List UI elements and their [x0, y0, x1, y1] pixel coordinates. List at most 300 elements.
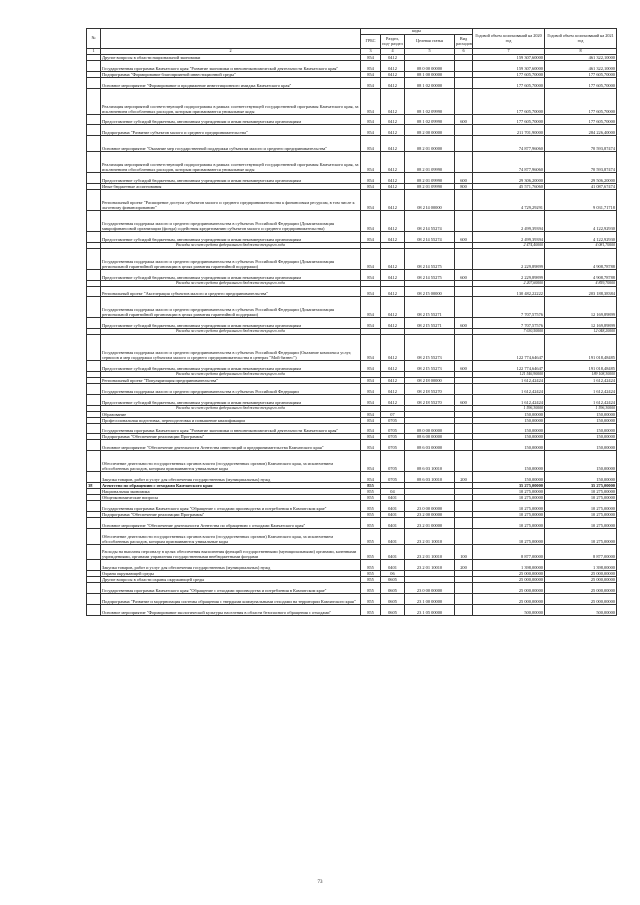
target-article-code: 08 2 I8 00000 — [405, 378, 455, 384]
expense-type-code: 100 — [455, 544, 473, 560]
table-row — [87, 544, 617, 560]
sum-2021: 177 605,70000 — [545, 77, 617, 88]
row-number — [87, 136, 101, 152]
sum-2020: 4 729,29291 — [473, 189, 545, 210]
sum-2020: 2 229,89899 — [473, 269, 545, 280]
expense-name: Государственная поддержка малого и среднего предпринимательства в субъектах Российской Федерации (Оказание комплекса услуг, сервисов и мер поддержки субъектам малого и среднего предпринимательства в центрах "Мой бизнес") — [101, 335, 361, 361]
sum-2021: 10 275,00000 — [545, 517, 617, 528]
header-index: 4 — [381, 49, 405, 55]
grbs-code: 854 — [361, 210, 381, 231]
sum-2021: 10 275,00000 — [545, 501, 617, 512]
target-article-code: 08 1 02 09990 — [405, 114, 455, 125]
grbs-code: 854 — [361, 286, 381, 297]
sum-2021: 25 000,00000 — [545, 594, 617, 605]
target-article-code: 23 1 05 00000 — [405, 604, 455, 615]
sum-2020: 150,00000 — [473, 451, 545, 472]
target-article-code: 08 6 03 10010 — [405, 472, 455, 483]
razdel-code: 0412 — [381, 183, 405, 189]
razdel-code: 0605 — [381, 604, 405, 615]
sum-2021: 4 122,92930 — [545, 231, 617, 242]
sum-2021: 284 226,40000 — [545, 125, 617, 136]
header-sum-2020: Годовой объем ассигнований на 2020 год — [473, 29, 545, 49]
expense-name: Другие вопросы в области охраны окружающей среды — [101, 577, 361, 583]
table-row — [87, 286, 617, 297]
target-article-code: 08 1 00 00000 — [405, 71, 455, 77]
expense-name: Профессиональная подготовка, переподготовка и повышение квалификации — [101, 417, 361, 423]
header-index: 8 — [545, 49, 617, 55]
expense-name: Подпрограмма "Развитие и модернизация системы обращения с твердыми коммунальными отходами на территории Камчатского края" — [101, 594, 361, 605]
expense-name: Подпрограмма "Обеспечение реализации Программы" — [101, 434, 361, 440]
row-number — [87, 88, 101, 114]
expense-name: Предоставление субсидий бюджетным, автономным учреждениям и иным некоммерческим организациям — [101, 269, 361, 280]
razdel-code: 0412 — [381, 297, 405, 318]
target-article-code: 23 1 00 00000 — [405, 594, 455, 605]
row-number — [87, 384, 101, 395]
razdel-code: 0412 — [381, 88, 405, 114]
row-number — [87, 269, 101, 280]
razdel-code: 0401 — [381, 544, 405, 560]
row-number — [87, 231, 101, 242]
target-article-code: 08 6 03 10010 — [405, 451, 455, 472]
sum-2021: 150,00000 — [545, 440, 617, 451]
sum-2020: 74 877,96060 — [473, 152, 545, 173]
table-header — [87, 29, 617, 55]
razdel-code: 0412 — [381, 61, 405, 72]
sum-2020: 7 630,50000 — [473, 329, 545, 335]
sum-2020: 10 275,00000 — [473, 501, 545, 512]
sum-2021: 8 877,00000 — [545, 544, 617, 560]
razdel-code: 0705 — [381, 423, 405, 434]
grbs-code: 854 — [361, 335, 381, 361]
table-row — [87, 248, 617, 269]
sum-2021: 150,00000 — [545, 434, 617, 440]
sum-2020: 150,00000 — [473, 434, 545, 440]
expense-type-code — [455, 335, 473, 361]
expense-name: Государственная программа Камчатского края "Обращение с отходами производства и потребления в Камчатском крае" — [101, 501, 361, 512]
target-article-code: 23 2 01 10010 — [405, 560, 455, 571]
expense-name: Предоставление субсидий бюджетным, автономным учреждениям и иным некоммерческим организациям — [101, 114, 361, 125]
budget-table — [86, 28, 617, 616]
sum-2020: 150,00000 — [473, 411, 545, 417]
sum-2020: 10 275,00000 — [473, 511, 545, 517]
table-row — [87, 114, 617, 125]
razdel-code: 0401 — [381, 495, 405, 501]
razdel-code: 0412 — [381, 231, 405, 242]
grbs-code: 855 — [361, 501, 381, 512]
expense-name: Расходы за счет средств федерального бюджета текущего года — [101, 405, 361, 411]
expense-name: Агентство по обращению с отходами Камчатского края — [101, 483, 361, 489]
expense-type-code — [455, 423, 473, 434]
target-article-code: 23 0 00 00000 — [405, 501, 455, 512]
sum-2020: 2 229,89899 — [473, 248, 545, 269]
table-row — [87, 210, 617, 231]
row-number — [87, 451, 101, 472]
expense-name: Основное мероприятие "Оказание мер государственной поддержки субъектам малого и среднего предпринимательства" — [101, 136, 361, 152]
sum-2020: 74 877,96060 — [473, 136, 545, 152]
header-index: 3 — [361, 49, 381, 55]
target-article-code: 08 1 02 00000 — [405, 77, 455, 88]
sum-2021: 10 275,00000 — [545, 495, 617, 501]
sum-2021: 70 593,87474 — [545, 136, 617, 152]
table-row — [87, 501, 617, 512]
expense-name: Региональный проект "Акселерация субъектов малого и среднего предпринимательства" — [101, 286, 361, 297]
expense-name: Региональный проект "Популяризация предпринимательства" — [101, 378, 361, 384]
sum-2020: 1 398,00000 — [473, 560, 545, 571]
grbs-code: 854 — [361, 231, 381, 242]
table-row — [87, 231, 617, 242]
razdel-code: 0412 — [381, 335, 405, 361]
expense-name: Государственная программа Камчатского края "Развитие экономики и внешнеэкономической деятельности Камчатского края" — [101, 61, 361, 72]
grbs-code: 854 — [361, 417, 381, 423]
sum-2021: 4 908,78788 — [545, 248, 617, 269]
razdel-code: 0705 — [381, 434, 405, 440]
razdel-code: 0412 — [381, 210, 405, 231]
row-number — [87, 152, 101, 173]
expense-type-code — [455, 136, 473, 152]
expense-name: Основное мероприятие "Обеспечение деятельности Агентства инвестиций и предпринимательства Камчатского края" — [101, 440, 361, 451]
header-expense-type: Вид расходов — [455, 35, 473, 49]
row-number — [87, 61, 101, 72]
table-row — [87, 451, 617, 472]
sum-2020: 25 000,00000 — [473, 571, 545, 577]
grbs-code: 855 — [361, 544, 381, 560]
razdel-code: 0412 — [381, 269, 405, 280]
expense-name: Расходы за счет средств федерального бюджета текущего года — [101, 242, 361, 248]
expense-type-code — [455, 189, 473, 210]
expense-type-code: 600 — [455, 173, 473, 184]
row-number — [87, 173, 101, 184]
sum-2020: 2 207,60000 — [473, 280, 545, 286]
sum-2021: 4 122,92930 — [545, 210, 617, 231]
grbs-code: 854 — [361, 136, 381, 152]
expense-name: Предоставление субсидий бюджетным, автономным учреждениям и иным некоммерческим организациям — [101, 394, 361, 405]
grbs-code: 855 — [361, 560, 381, 571]
sum-2020: 500,00000 — [473, 604, 545, 615]
sum-2021: 10 275,00000 — [545, 511, 617, 517]
sum-2021: 4 081,70000 — [545, 242, 617, 248]
table-row — [87, 88, 617, 114]
razdel-code: 0412 — [381, 71, 405, 77]
sum-2021: 12 169,89899 — [545, 318, 617, 329]
row-number — [87, 423, 101, 434]
table-row — [87, 269, 617, 280]
sum-2021: 150,00000 — [545, 411, 617, 417]
sum-2021: 191 018,48485 — [545, 361, 617, 372]
expense-name: Расходы за счет средств федерального бюджета текущего года — [101, 372, 361, 378]
target-article-code: 08 2 I4 55274 — [405, 231, 455, 242]
expense-name: Предоставление субсидий бюджетным, автономным учреждениям и иным некоммерческим организациям — [101, 361, 361, 372]
razdel-code: 0412 — [381, 125, 405, 136]
sum-2021: 25 000,00000 — [545, 577, 617, 583]
target-article-code: 08 2 I4 55275 — [405, 248, 455, 269]
sum-2021: 150,00000 — [545, 472, 617, 483]
row-number — [87, 77, 101, 88]
razdel-code: 0412 — [381, 136, 405, 152]
sum-2021: 25 000,00000 — [545, 571, 617, 577]
row-number — [87, 248, 101, 269]
expense-name: Реализация мероприятий соответствующей подпрограммы в рамках соответствующей государственной программы Камчатского края, за исключением обособленных расходов, которым присваиваются уникальные коды — [101, 152, 361, 173]
row-number — [87, 544, 101, 560]
row-number — [87, 286, 101, 297]
grbs-code: 854 — [361, 77, 381, 88]
grbs-code: 854 — [361, 88, 381, 114]
sum-2020: 150,00000 — [473, 472, 545, 483]
table-row — [87, 560, 617, 571]
grbs-code: 854 — [361, 152, 381, 173]
sum-2020: 211 701,90000 — [473, 125, 545, 136]
expense-name: Основное мероприятие "Обеспечение деятельности Агентства по обращению с отходами Камчатского края" — [101, 517, 361, 528]
razdel-code: 0605 — [381, 583, 405, 594]
table-row — [87, 189, 617, 210]
sum-2021: 150,00000 — [545, 451, 617, 472]
target-article-code: 08 2 01 09990 — [405, 173, 455, 184]
expense-type-code — [455, 528, 473, 544]
expense-name: Обеспечение деятельности государственных органов власти (государственных органов) Камчатского края, за исключением обособленных расходов, которым присваиваются уникальные коды — [101, 528, 361, 544]
expense-name: Государственная поддержка малого и среднего предпринимательства в субъектах Российской Федерации (Докапитализация региональной гарантийной организации в целях развития гарантийной поддержки) — [101, 248, 361, 269]
sum-2021: 12 048,20000 — [545, 329, 617, 335]
target-article-code: 08 0 00 00000 — [405, 423, 455, 434]
expense-name: Государственная поддержка малого и среднего предпринимательства в субъектах Российской Федерации (Докапитализация региональной гарантийной организации в целях развития гарантийной поддержки) — [101, 297, 361, 318]
expense-name: Общеэкономические вопросы — [101, 495, 361, 501]
expense-name: Государственная программа Камчатского края "Развитие экономики и внешнеэкономической деятельности Камчатского края" — [101, 423, 361, 434]
row-number — [87, 560, 101, 571]
header-codes-group: коды — [361, 29, 473, 35]
row-number — [87, 125, 101, 136]
sum-2020: 150,00000 — [473, 417, 545, 423]
target-article-code: 08 2 01 09990 — [405, 183, 455, 189]
razdel-code: 0412 — [381, 248, 405, 269]
razdel-code: 0401 — [381, 517, 405, 528]
sum-2021: 1 612,42424 — [545, 378, 617, 384]
grbs-code: 854 — [361, 114, 381, 125]
grbs-code: 855 — [361, 604, 381, 615]
page-number: 73 — [317, 880, 323, 885]
expense-name: Региональный проект "Расширение доступа субъектов малого и среднего предпринимательства к финансовым ресурсам, в том числе к льготному финансированию" — [101, 189, 361, 210]
sum-2021: 9 031,71718 — [545, 189, 617, 210]
expense-name: Подпрограмма "Обеспечение реализации Программы" — [101, 511, 361, 517]
target-article-code: 08 2 I8 55270 — [405, 394, 455, 405]
grbs-code: 855 — [361, 528, 381, 544]
row-number — [87, 189, 101, 210]
expense-name: Расходы на выплаты персоналу в целях обеспечения выполнения функций государственными (муниципальными) органами, казенными учреждениями, органами управления государственными внебюджетными фондами — [101, 544, 361, 560]
sum-2020: 35 275,00000 — [473, 483, 545, 489]
row-number — [87, 297, 101, 318]
expense-type-code — [455, 286, 473, 297]
document-page — [86, 28, 616, 616]
expense-name: Закупка товаров, работ и услуг для обеспечения государственных (муниципальных) нужд — [101, 560, 361, 571]
grbs-code: 854 — [361, 269, 381, 280]
expense-type-code — [455, 384, 473, 395]
grbs-code: 854 — [361, 440, 381, 451]
grbs-code: 854 — [361, 423, 381, 434]
expense-type-code: 200 — [455, 472, 473, 483]
sum-2020: 159 307,60000 — [473, 61, 545, 72]
grbs-code: 855 — [361, 583, 381, 594]
sum-2021: 25 000,00000 — [545, 583, 617, 594]
razdel-code: 0705 — [381, 440, 405, 451]
header-razdel: Раздел, под- раздел — [381, 35, 405, 49]
grbs-code: 855 — [361, 571, 381, 577]
grbs-code: 854 — [361, 173, 381, 184]
expense-type-code — [455, 594, 473, 605]
sum-2020: 121 546,90000 — [473, 372, 545, 378]
grbs-code: 854 — [361, 55, 381, 61]
expense-type-code — [455, 152, 473, 173]
expense-name: Расходы за счет средств федерального бюджета текущего года — [101, 280, 361, 286]
expense-type-code — [455, 61, 473, 72]
sum-2020: 177 605,70000 — [473, 71, 545, 77]
expense-type-code — [455, 501, 473, 512]
table-row — [87, 394, 617, 405]
razdel-code: 0412 — [381, 77, 405, 88]
expense-type-code: 600 — [455, 114, 473, 125]
table-row — [87, 472, 617, 483]
expense-type-code: 600 — [455, 231, 473, 242]
header-index: 5 — [405, 49, 455, 55]
razdel-code: 0412 — [381, 55, 405, 61]
target-article-code: 08 2 01 09990 — [405, 152, 455, 173]
target-article-code: 08 2 I5 55271 — [405, 318, 455, 329]
sum-2021: 35 275,00000 — [545, 483, 617, 489]
razdel-code: 0401 — [381, 501, 405, 512]
sum-2020: 1 612,42424 — [473, 384, 545, 395]
target-article-code: 08 2 I5 55271 — [405, 297, 455, 318]
expense-type-code: 600 — [455, 361, 473, 372]
expense-name: Реализация мероприятий соответствующей подпрограммы в рамках соответствующей государственной программы Камчатского края, за исключением обособленных расходов, которым присваиваются уникальные коды — [101, 88, 361, 114]
target-article-code: 08 6 03 00000 — [405, 440, 455, 451]
grbs-code: 854 — [361, 189, 381, 210]
target-article-code: 23 2 01 10010 — [405, 528, 455, 544]
target-article-code: 08 2 I5 55273 — [405, 335, 455, 361]
sum-2021: 461 322,10000 — [545, 61, 617, 72]
target-article-code: 08 6 00 00000 — [405, 434, 455, 440]
sum-2020: 122 774,64647 — [473, 361, 545, 372]
table-row — [87, 152, 617, 173]
row-number — [87, 594, 101, 605]
table-row — [87, 297, 617, 318]
target-article-code: 23 2 00 00000 — [405, 511, 455, 517]
grbs-code: 855 — [361, 489, 381, 495]
expense-type-code — [455, 440, 473, 451]
header-name — [101, 29, 361, 49]
sum-2021: 10 275,00000 — [545, 528, 617, 544]
grbs-code: 854 — [361, 71, 381, 77]
sum-2020: 122 774,64647 — [473, 335, 545, 361]
expense-type-code — [455, 88, 473, 114]
razdel-code: 0401 — [381, 560, 405, 571]
sum-2021: 150,00000 — [545, 423, 617, 434]
target-article-code: 08 2 I5 55273 — [405, 361, 455, 372]
sum-2020: 10 275,00000 — [473, 517, 545, 528]
razdel-code: 0401 — [381, 528, 405, 544]
table-row — [87, 361, 617, 372]
sum-2020: 1 596,30000 — [473, 405, 545, 411]
grbs-code: 854 — [361, 394, 381, 405]
sum-2020: 10 275,00000 — [473, 489, 545, 495]
expense-name: Национальная экономика — [101, 489, 361, 495]
expense-name: Образование — [101, 411, 361, 417]
sum-2020: 2 499,39394 — [473, 231, 545, 242]
sum-2020: 25 000,00000 — [473, 577, 545, 583]
sum-2020: 2 499,39394 — [473, 210, 545, 231]
razdel-code: 0605 — [381, 577, 405, 583]
expense-name: Другие вопросы в области национальной экономики — [101, 55, 361, 61]
table-row — [87, 604, 617, 615]
sum-2020: 25 000,00000 — [473, 594, 545, 605]
razdel-code: 06 — [381, 571, 405, 577]
grbs-code: 855 — [361, 577, 381, 583]
target-article-code: 08 2 I4 55275 — [405, 269, 455, 280]
sum-2020: 7 707,57576 — [473, 318, 545, 329]
razdel-code: 0412 — [381, 361, 405, 372]
sum-2021: 4 908,78788 — [545, 269, 617, 280]
expense-name: Расходы за счет средств федерального бюджета текущего года — [101, 329, 361, 335]
header-index: 1 — [87, 49, 101, 55]
header-sum-2021: Годовой объем ассигнований на 2021 год — [545, 29, 617, 49]
table-row — [87, 440, 617, 451]
grbs-code: 854 — [361, 125, 381, 136]
sum-2021: 10 275,00000 — [545, 489, 617, 495]
expense-name: Закупка товаров, работ и услуг для обеспечения государственных (муниципальных) нужд — [101, 472, 361, 483]
sum-2021: 1 612,42424 — [545, 394, 617, 405]
grbs-code: 854 — [361, 378, 381, 384]
razdel-code: 0412 — [381, 114, 405, 125]
razdel-code: 0412 — [381, 173, 405, 184]
header-target-article: Целевая статья — [405, 35, 455, 49]
row-number — [87, 517, 101, 528]
razdel-code: 07 — [381, 411, 405, 417]
expense-name: Предоставление субсидий бюджетным, автономным учреждениям и иным некоммерческим организациям — [101, 173, 361, 184]
table-row — [87, 583, 617, 594]
razdel-code: 0412 — [381, 318, 405, 329]
row-number — [87, 361, 101, 372]
sum-2020: 10 275,00000 — [473, 495, 545, 501]
sum-2021: 29 506,20000 — [545, 173, 617, 184]
sum-2020: 159 307,60000 — [473, 55, 545, 61]
sum-2021: 189 108,30000 — [545, 372, 617, 378]
grbs-code: 854 — [361, 451, 381, 472]
target-article-code: 08 2 I5 00000 — [405, 286, 455, 297]
sum-2020: 2 474,40000 — [473, 242, 545, 248]
razdel-code: 0412 — [381, 286, 405, 297]
table-row — [87, 77, 617, 88]
sum-2020: 10 275,00000 — [473, 528, 545, 544]
grbs-code: 854 — [361, 297, 381, 318]
row-number — [87, 472, 101, 483]
sum-2020: 25 000,00000 — [473, 583, 545, 594]
sum-2021: 150,00000 — [545, 417, 617, 423]
target-article-code: 23 2 01 10010 — [405, 544, 455, 560]
expense-type-code: 600 — [455, 318, 473, 329]
row-number — [87, 604, 101, 615]
razdel-code: 0705 — [381, 472, 405, 483]
table-row — [87, 517, 617, 528]
expense-type-code — [455, 451, 473, 472]
table-row — [87, 136, 617, 152]
header-index: 2 — [101, 49, 361, 55]
expense-name: Основное мероприятие "Формирование экологической культуры населения в области безопасного обращения с отходами" — [101, 604, 361, 615]
target-article-code: 08 1 02 09990 — [405, 88, 455, 114]
row-number — [87, 335, 101, 361]
expense-type-code — [455, 604, 473, 615]
grbs-code: 855 — [361, 495, 381, 501]
sum-2021: 203 188,38384 — [545, 286, 617, 297]
sum-2020: 8 877,00000 — [473, 544, 545, 560]
target-article-code: 08 2 I4 00000 — [405, 189, 455, 210]
grbs-code: 854 — [361, 361, 381, 372]
grbs-code: 854 — [361, 472, 381, 483]
expense-type-code: 600 — [455, 394, 473, 405]
